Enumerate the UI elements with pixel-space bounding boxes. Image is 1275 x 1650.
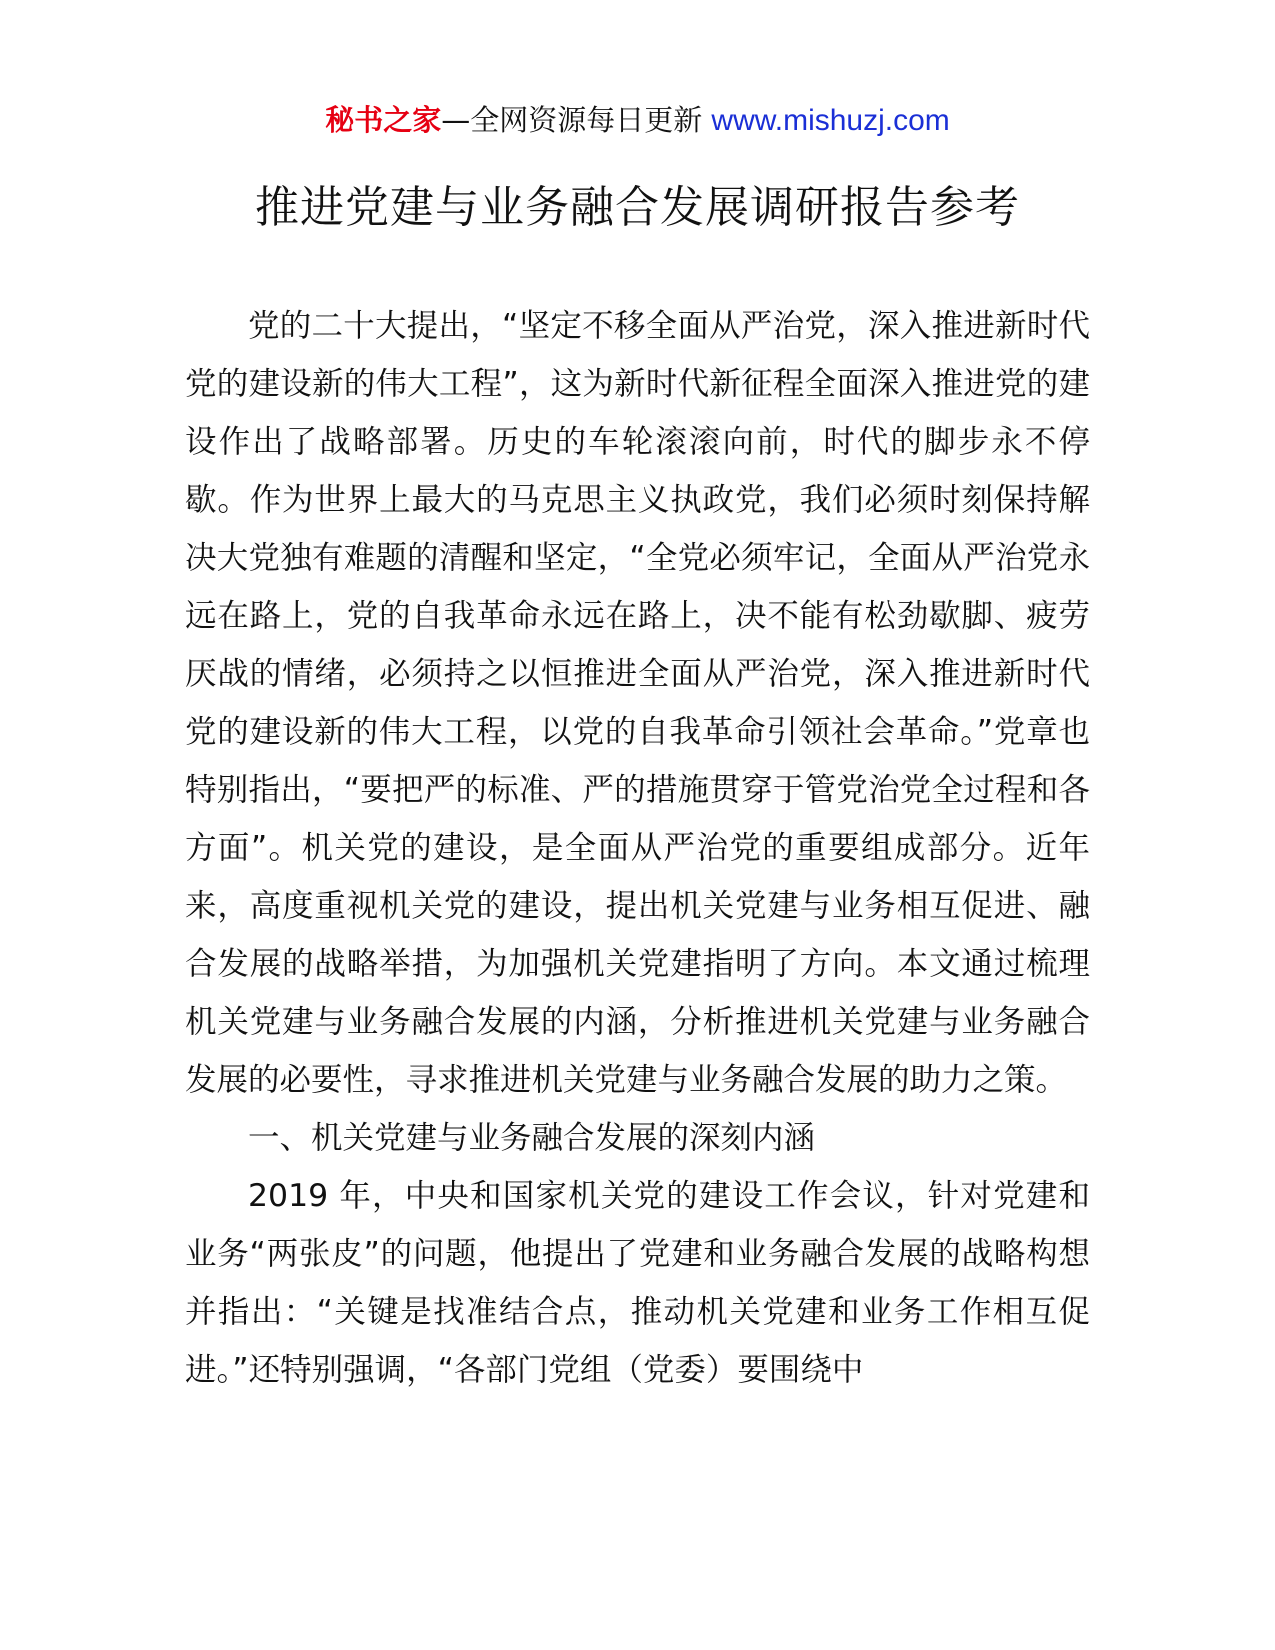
site-url-link[interactable]: www.mishuzj.com (711, 104, 950, 137)
section-heading: 一、机关党建与业务融合发展的深刻内涵 (248, 1120, 816, 1156)
header-tagline: —全网资源每日更新 (441, 103, 712, 137)
site-header (0, 100, 1275, 141)
section-paragraph: 2019 年，中央和国家机关党的建设工作会议，针对党建和业务“两张皮”的问题，他提出了党建和业务融合发展的战略构想并指出：“关键是找准结合点，推动机关党建和业务工作相互促进。”还特别强调，“各部门党组（党委）要围绕中 (185, 1178, 1090, 1388)
intro-paragraph: 党的二十大提出，“坚定不移全面从严治党，深入推进新时代党的建设新的伟大工程”，这为新时代新征程全面深入推进党的建设作出了战略部署。历史的车轮滚滚向前，时代的脚步永不停歇。作为世界上最大的马克思主义执政党，我们必须时刻保持解决大党独有难题的清醒和坚定，“全党必须牢记，全面从严治党永远在路上，党的自我革命永远在路上，决不能有松劲歇脚、疲劳厌战的情绪，必须持之以恒推进全面从严治党，深入推进新时代党的建设新的伟大工程，以党的自我革命引领社会革命。”党章也特别指出，“要把严的标准、严的措施贯穿于管党治党全过程和各方面”。机关党的建设，是全面从严治党的重要组成部分。近年来，高度重视机关党的建设，提出机关党建与业务相互促进、融合发展的战略举措，为加强机关党建指明了方向。本文通过梳理机关党建与业务融合发展的内涵，分析推进机关党建与业务融合发展的必要性，寻求推进机关党建与业务融合发展的助力之策。 (185, 308, 1090, 1098)
brand-name: 秘书之家 (325, 103, 442, 137)
document-title: 推进党建与业务融合发展调研报告参考 (255, 182, 1020, 233)
document-body (185, 297, 1090, 1399)
